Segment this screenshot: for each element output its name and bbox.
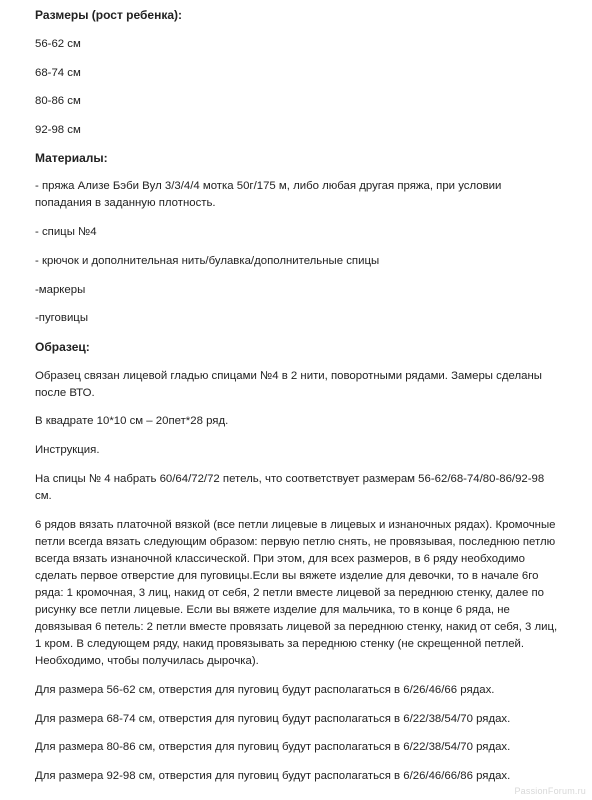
buttonhole-line: Для размера 92-98 см, отверстия для пуговиц будут располагаться в 6/26/46/66/86 рядах. [35, 770, 511, 782]
size-item: 92-98 см [35, 124, 81, 136]
paragraph-line: сделать первое отверстие для пуговицы.Если вы вяжете изделие для девочки, то в начале 6го [35, 570, 539, 582]
materials-line: - крючок и дополнительная нить/булавка/дополнительные спицы [35, 255, 380, 267]
cast-on-line: см. [35, 490, 52, 502]
paragraph-line: всегда вязать изнаночной классической. При этом, для всех размеров, в 6 ряду необходимо [35, 553, 525, 565]
buttonhole-line: Для размера 80-86 см, отверстия для пуговиц будут располагаться в 6/22/38/54/70 рядах. [35, 741, 511, 753]
paragraph-line: ряда: 1 кромочная, 3 лиц, накид от себя, 2 петли вместе лицевой за переднюю стенку, далее по [35, 587, 544, 599]
sample-line: В квадрате 10*10 см – 20пет*28 ряд. [35, 415, 229, 427]
sample-line: после ВТО. [35, 387, 95, 399]
instruction-heading: Инструкция. [35, 444, 100, 456]
materials-line: - спицы №4 [35, 226, 97, 238]
buttonhole-line: Для размера 56-62 см, отверстия для пуговиц будут располагаться в 6/26/46/66 рядах. [35, 684, 495, 696]
materials-line: -маркеры [35, 284, 86, 296]
paragraph-line: 1 кром. В следующем ряду, накид провязывать за переднюю стенку (не скрещенной петлей. [35, 638, 525, 650]
paragraph-line: довязывая 6 петель: 2 петли вместе провязать лицевой за переднюю стенку, накид от себя, 3 лиц, [35, 621, 558, 633]
cast-on-line: На спицы № 4 набрать 60/64/72/72 петель, что соответствует размерам 56-62/68-74/80-86/92-98 [35, 473, 545, 485]
paragraph-line: Необходимо, чтобы получилась дырочка). [35, 655, 259, 667]
size-item: 68-74 см [35, 67, 81, 79]
materials-heading: Материалы: [35, 151, 108, 165]
paragraph-line: 6 рядов вязать платочной вязкой (все петли лицевые в лицевых и изнаночных рядах). Кромочные [35, 519, 556, 531]
sample-heading: Образец: [35, 340, 90, 354]
paragraph-line: рисунку все петли лицевые. Если вы вяжете изделие для мальчика, то в конце 6 ряда, не [35, 604, 510, 616]
size-item: 80-86 см [35, 95, 81, 107]
materials-line: -пуговицы [35, 312, 89, 324]
buttonhole-line: Для размера 68-74 см, отверстия для пуговиц будут располагаться в 6/22/38/54/70 рядах. [35, 713, 511, 725]
materials-line: - пряжа Ализе Бэби Вул 3/3/4/4 мотка 50г/175 м, либо любая другая пряжа, при условии [35, 180, 502, 192]
materials-line: попадания в заданную плотность. [35, 197, 216, 209]
sizes-heading: Размеры (рост ребенка): [35, 8, 183, 22]
watermark: PassionForum.ru [514, 786, 586, 796]
size-item: 56-62 см [35, 38, 81, 50]
sample-line: Образец связан лицевой гладью спицами №4 в 2 нити, поворотными рядами. Замеры сделаны [35, 370, 542, 382]
paragraph-line: петли всегда вязать следующим образом: первую петлю снять, не провязывая, последнюю петлю [35, 536, 556, 548]
